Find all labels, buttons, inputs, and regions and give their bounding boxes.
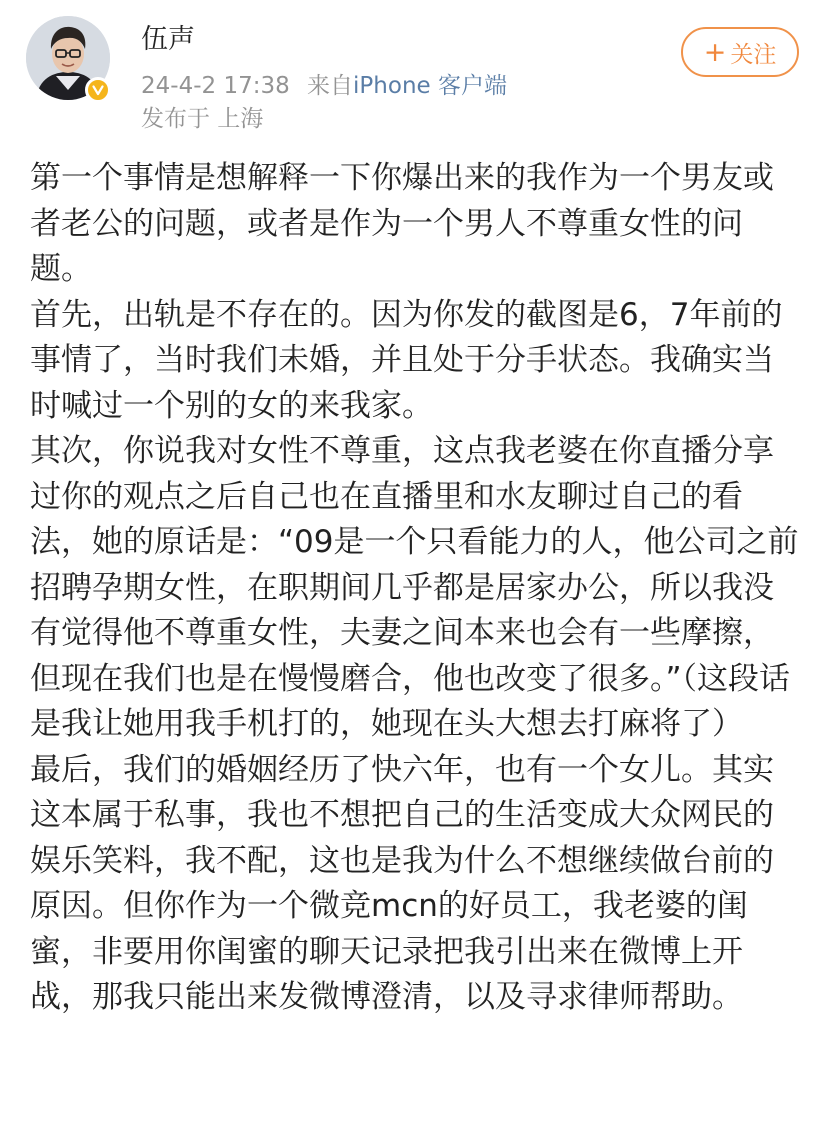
author-name[interactable]: 伍声 bbox=[141, 24, 195, 55]
post-header bbox=[0, 0, 825, 150]
post-body bbox=[30, 156, 800, 1021]
post-paragraph: 最后，我们的婚姻经历了快六年，也有一个女儿。其实这本属于私事，我也不想把自己的生活变成大众网民的娱乐笑料，我不配，这也是我为什么不想继续做台前的原因。但你作为一个微竞mcn的好员工，我老婆的闺蜜，非要用你闺蜜的聊天记录把我引出来在微博上开战，那我只能出来发微博澄清，以及寻求律师帮助。 bbox=[30, 751, 774, 1015]
post-source-link[interactable]: iPhone 客户端 bbox=[353, 73, 507, 99]
post-location: 发布于 上海 bbox=[141, 106, 264, 132]
post-paragraph: 第一个事情是想解释一下你爆出来的我作为一个男友或者老公的问题，或者是作为一个男人不尊重女性的问题。 bbox=[30, 160, 774, 287]
verified-badge-icon bbox=[85, 77, 111, 103]
post-timestamp: 24-4-2 17:38 bbox=[141, 73, 290, 99]
post-paragraph: 首先，出轨是不存在的。因为你发的截图是6，7年前的事情了，当时我们未婚，并且处于分手状态。我确实当时喊过一个别的女的来我家。 bbox=[30, 296, 783, 424]
follow-button[interactable] bbox=[681, 27, 799, 77]
follow-button-label: 关注 bbox=[730, 41, 777, 68]
post-meta bbox=[141, 70, 507, 102]
post-paragraph: 其次，你说我对女性不尊重，这点我老婆在你直播分享过你的观点之后自己也在直播里和水友聊过自己的看法，她的原话是：“09是一个只看能力的人，他公司之前招聘孕期女性，在职期间几乎都是居家办公，所以我没有觉得他不尊重女性，夫妻之间本来也会有一些摩擦，但现在我们也是在慢慢磨合，他也改变了很多。”（这段话是我让她用我手机打的，她现在头大想去打麻将了） bbox=[30, 433, 799, 742]
plus-icon: + bbox=[703, 36, 727, 68]
source-prefix: 来自 bbox=[307, 73, 354, 99]
